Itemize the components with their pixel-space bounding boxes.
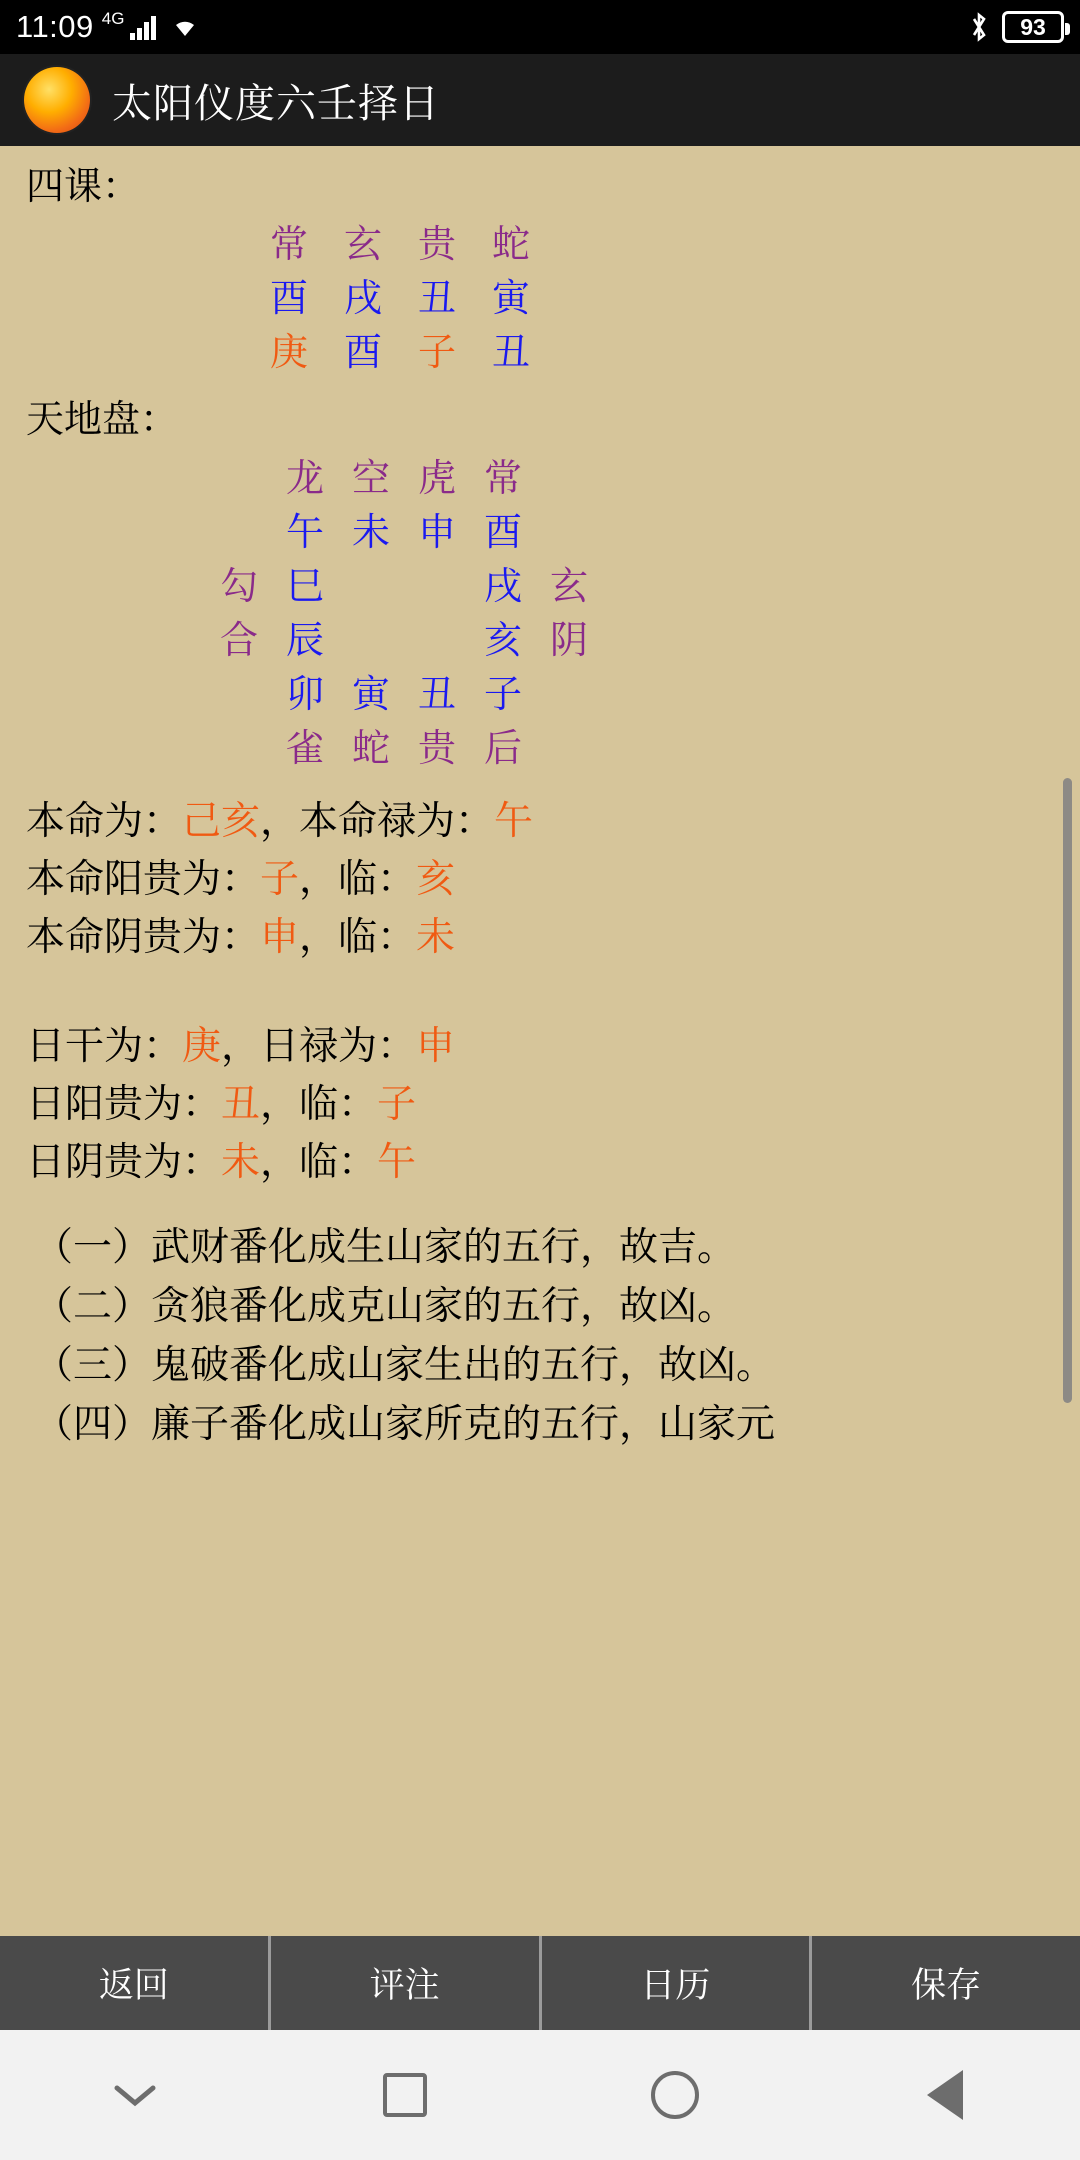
tiandipan-cell: 午 <box>285 510 324 555</box>
signal-bars-icon <box>130 14 156 40</box>
info-segment: 日干为： <box>26 1024 183 1070</box>
tiandipan-row <box>206 721 1080 775</box>
status-clock: 11:09 <box>16 9 94 44</box>
button-calendar[interactable]: 日历 <box>542 1936 810 2030</box>
sike-cell: 常 <box>269 221 308 266</box>
info-segment: 亥 <box>416 856 456 902</box>
tiandipan-row <box>206 559 1080 613</box>
tiandipan-cell: 合 <box>219 618 258 663</box>
note-line: （二）贪狼番化成克山家的五行，故凶。 <box>34 1283 737 1329</box>
tiandipan-cell: 阴 <box>549 618 588 663</box>
system-navigation-bar <box>0 2030 1080 2160</box>
sike-cell: 戌 <box>343 275 382 320</box>
info-spacer <box>0 966 1080 1000</box>
tiandipan-cell: 贵 <box>417 726 456 771</box>
battery-level-label: 93 <box>1020 13 1046 40</box>
info-segment: 申 <box>416 1024 456 1070</box>
info-segment: 子 <box>377 1082 417 1128</box>
tiandipan-cell: 戌 <box>483 564 522 609</box>
info-segment: 未 <box>221 1139 261 1185</box>
info-segment: 己亥 <box>182 799 261 845</box>
tiandipan-cell: 寅 <box>351 672 390 717</box>
tiandipan-cell: 申 <box>417 510 456 555</box>
tiandipan-cell: 常 <box>483 456 522 501</box>
sike-cell: 蛇 <box>491 221 530 266</box>
sike-cell: 贵 <box>417 221 456 266</box>
sun-logo-icon <box>24 67 90 133</box>
tiandipan-cell: 酉 <box>483 510 522 555</box>
info-line <box>26 1018 1080 1076</box>
sike-cell: 丑 <box>491 329 530 374</box>
home-icon[interactable] <box>637 2057 713 2133</box>
tiandipan-cell: 空 <box>351 456 390 501</box>
tiandipan-row <box>206 451 1080 505</box>
wifi-icon <box>170 15 200 39</box>
info-segment: 本命阴贵为： <box>26 914 261 960</box>
note-line: （四）廉子番化成山家所克的五行，山家元 <box>34 1402 776 1448</box>
info-segment: 申 <box>260 914 300 960</box>
tiandipan-cell: 勾 <box>219 564 258 609</box>
note-line: （一）武财番化成生山家的五行，故吉。 <box>34 1224 737 1270</box>
sike-cell: 丑 <box>417 275 456 320</box>
tiandipan-cell: 巳 <box>285 564 324 609</box>
tiandipan-cell: 辰 <box>285 618 324 663</box>
tiandipan-grid <box>0 451 1080 775</box>
status-bar <box>0 0 1080 54</box>
tiandipan-cell: 卯 <box>285 672 324 717</box>
tiandipan-cell: 丑 <box>417 672 456 717</box>
info-segment: 未 <box>416 914 456 960</box>
app-bar <box>0 54 1080 146</box>
tiandipan-row <box>206 613 1080 667</box>
sike-label: 四课： <box>26 164 141 208</box>
sike-row <box>252 217 1080 271</box>
info-segment: 丑 <box>221 1082 261 1128</box>
info-segment: ，日禄为： <box>221 1024 417 1070</box>
tiandipan-cell: 虎 <box>417 456 456 501</box>
sike-row <box>252 271 1080 325</box>
status-bar-right <box>968 10 1064 44</box>
hide-keyboard-icon[interactable] <box>97 2057 173 2133</box>
info-line <box>26 1076 1080 1134</box>
vertical-scrollbar[interactable] <box>1063 778 1072 1403</box>
info-segment: 本命为： <box>26 799 183 845</box>
notes-block <box>0 1192 1080 1455</box>
tiandipan-label: 天地盘： <box>26 396 179 441</box>
tiandipan-cell: 玄 <box>549 564 588 609</box>
bottom-button-bar <box>0 1936 1080 2030</box>
battery-indicator <box>1002 11 1064 43</box>
tiandipan-cell: 雀 <box>285 726 324 771</box>
info-segment: ，临： <box>299 914 417 960</box>
info-line <box>26 851 1080 909</box>
tiandipan-cell: 子 <box>483 672 522 717</box>
page-title: 太阳仪度六壬择日 <box>112 80 440 127</box>
tiandipan-cell: 亥 <box>483 618 522 663</box>
info-segment: 午 <box>494 799 534 845</box>
sike-row <box>252 325 1080 379</box>
recents-icon[interactable] <box>367 2057 443 2133</box>
info-segment: ，本命禄为： <box>260 799 495 845</box>
sike-cell: 酉 <box>343 329 382 374</box>
sike-grid <box>0 217 1080 379</box>
sike-cell: 庚 <box>269 329 308 374</box>
back-icon[interactable] <box>907 2057 983 2133</box>
info-segment: ，临： <box>260 1082 378 1128</box>
tiandipan-cell: 龙 <box>285 456 324 501</box>
info-segment: 日阳贵为： <box>26 1082 222 1128</box>
sike-cell: 玄 <box>343 221 382 266</box>
info-segment: 庚 <box>182 1024 222 1070</box>
tiandipan-cell: 蛇 <box>351 726 390 771</box>
info-block-1 <box>0 775 1080 966</box>
note-line: （三）鬼破番化成山家生出的五行，故凶。 <box>34 1343 776 1389</box>
tiandipan-row <box>206 667 1080 721</box>
sike-cell: 酉 <box>269 275 308 320</box>
tiandipan-row <box>206 505 1080 559</box>
info-segment: 日阴贵为： <box>26 1139 222 1185</box>
bluetooth-icon <box>968 10 990 44</box>
info-segment: 子 <box>260 856 300 902</box>
network-type-label: 4G <box>101 9 125 28</box>
button-save[interactable]: 保存 <box>812 1936 1080 2030</box>
info-segment: ，临： <box>260 1139 378 1185</box>
button-back[interactable]: 返回 <box>0 1936 268 2030</box>
sike-cell: 寅 <box>491 275 530 320</box>
content-area[interactable] <box>0 146 1080 1874</box>
status-bar-left <box>16 9 200 45</box>
info-segment: 本命阳贵为： <box>26 856 261 902</box>
info-line <box>26 1134 1080 1192</box>
info-block-2 <box>0 1000 1080 1191</box>
info-line <box>26 909 1080 967</box>
info-line <box>26 793 1080 851</box>
tiandipan-cell: 未 <box>351 510 390 555</box>
sike-cell: 子 <box>417 329 456 374</box>
info-segment: ，临： <box>299 856 417 902</box>
tiandipan-cell: 后 <box>483 726 522 771</box>
button-review[interactable]: 评注 <box>271 1936 539 2030</box>
info-segment: 午 <box>377 1139 417 1185</box>
